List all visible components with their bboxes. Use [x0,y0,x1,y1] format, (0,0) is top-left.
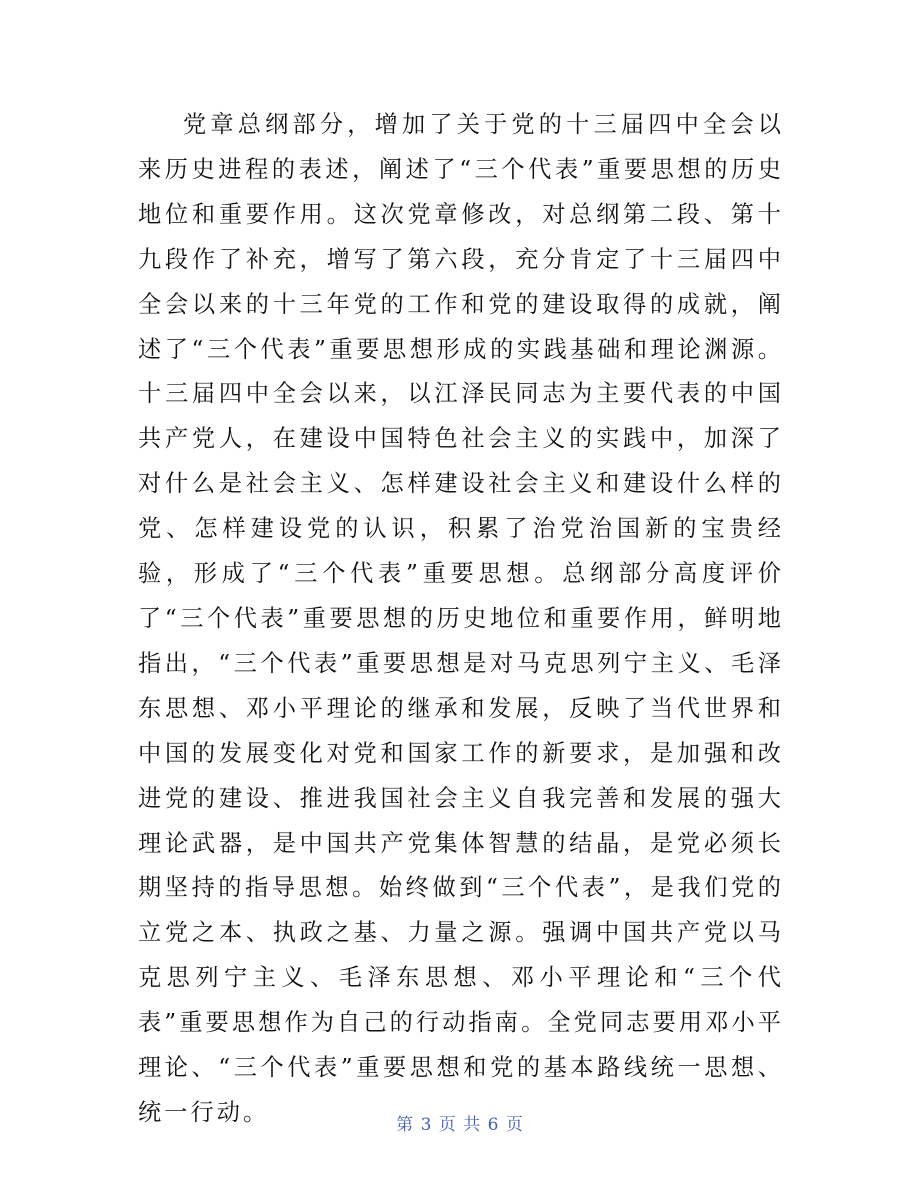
page-footer [0,1113,920,1137]
page-number-label: 第 3 页 共 6 页 [396,1115,524,1135]
body-paragraph: 党章总纲部分，增加了关于党的十三届四中全会以来历史进程的表述，阐述了“三个代表”重要思想的历史地位和重要作用。这次党章修改，对总纲第二段、第十九段作了补充，增写了第六段，充分肯定了十三届四中全会以来的十三年党的工作和党的建设取得的成就，阐述了“三个代表”重要思想形成的实践基础和理论渊源。十三届四中全会以来，以江泽民同志为主要代表的中国共产党人，在建设中国特色社会主义的实践中，加深了对什么是社会主义、怎样建设社会主义和建设什么样的党、怎样建设党的认识，积累了治党治国新的宝贵经验，形成了“三个代表”重要思想。总纲部分高度评价了“三个代表”重要思想的历史地位和重要作用，鲜明地指出，“三个代表”重要思想是对马克思列宁主义、毛泽东思想、邓小平理论的继承和发展，反映了当代世界和中国的发展变化对党和国家工作的新要求，是加强和改进党的建设、推进我国社会主义自我完善和发展的强大理论武器，是中国共产党集体智慧的结晶，是党必须长期坚持的指导思想。始终做到“三个代表”，是我们党的立党之本、执政之基、力量之源。强调中国共产党以马克思列宁主义、毛泽东思想、邓小平理论和“三个代表”重要思想作为自己的行动指南。全党同志要用邓小平理论、“三个代表”重要思想和党的基本路线统一思想、统一行动。 [138,111,784,1126]
